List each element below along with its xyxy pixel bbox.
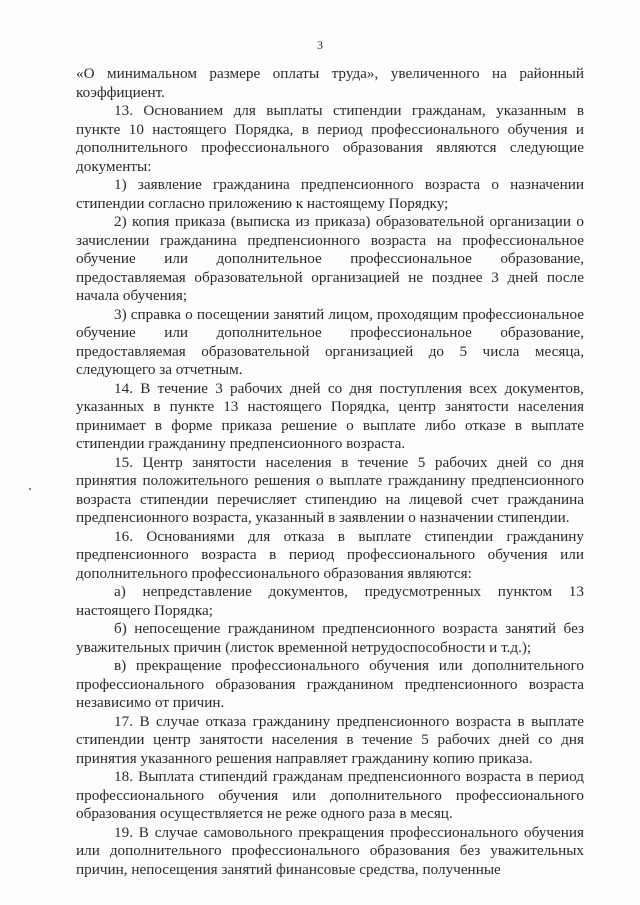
page-number: 3	[317, 38, 323, 52]
paragraph-18: 18. Выплата стипендий гражданам предпенсионного возраста в период профессионального обучения или дополнительного профессионального образования осуществляется не реже одного раза в месяц.	[76, 768, 584, 822]
list-item-13-1: 1) заявление гражданина предпенсионного возраста о назначении стипендии согласно приложению к настоящему Порядку;	[76, 176, 584, 212]
scan-speck	[29, 488, 31, 490]
list-item-16-a: а) непредставление документов, предусмотренных пунктом 13 настоящего Порядка;	[76, 583, 584, 619]
paragraph-13: 13. Основанием для выплаты стипендии гражданам, указанным в пункте 10 настоящего Порядка, в период профессионального обучения и дополнительного профессионального образования являются следующие документы:	[76, 102, 584, 175]
list-item-16-b: б) непосещение гражданином предпенсионного возраста занятий без уважительных причин (листок временной нетрудоспособности и т.д.);	[76, 620, 584, 656]
list-item-16-v: в) прекращение профессионального обучения или дополнительного профессионального образования гражданином предпенсионного возраста независимо от причин.	[76, 657, 584, 711]
document-body	[76, 65, 584, 879]
paragraph-15: 15. Центр занятости населения в течение 5 рабочих дней со дня принятия положительного решения о выплате гражданину предпенсионного возраста стипендии перечисляет стипендию на лицевой счет гражданина предпенсионного возраста, указанный в заявлении о назначении стипендии.	[76, 453, 584, 526]
paragraph-minimum-wage-continuation: «О минимальном размере оплаты труда», увеличенного на районный коэффициент.	[76, 65, 584, 101]
paragraph-16: 16. Основаниями для отказа в выплате стипендии гражданину предпенсионного возраста в период профессионального обучения или дополнительного профессионального образования являются:	[76, 527, 584, 582]
list-item-13-3: 3) справка о посещении занятий лицом, проходящим профессиональное обучение или дополнительное профессиональное образование, предоставляемая образовательной организацией до 5 числа месяца, следующего за отчетным.	[76, 305, 584, 378]
paragraph-19: 19. В случае самовольного прекращения профессионального обучения или дополнительного профессионального образования без уважительных причин, непосещения занятий финансовые средства, полученные	[76, 823, 584, 878]
paragraph-14: 14. В течение 3 рабочих дней со дня поступления всех документов, указанных в пункте 13 настоящего Порядка, центр занятости населения принимает в форме приказа решение о выплате либо отказе в выплате стипендии гражданину предпенсионного возраста.	[76, 379, 584, 452]
paragraph-17: 17. В случае отказа гражданину предпенсионного возраста в выплате стипендии центр занятости населения в течение 5 рабочих дней со дня принятия указанного решения направляет гражданину копию приказа.	[76, 712, 584, 767]
list-item-13-2: 2) копия приказа (выписка из приказа) образовательной организации о зачислении гражданина предпенсионного возраста на профессиональное обучение или дополнительное профессиональное образование, предоставляемая образовательной организацией не позднее 3 дней после начала обучения;	[76, 213, 584, 304]
